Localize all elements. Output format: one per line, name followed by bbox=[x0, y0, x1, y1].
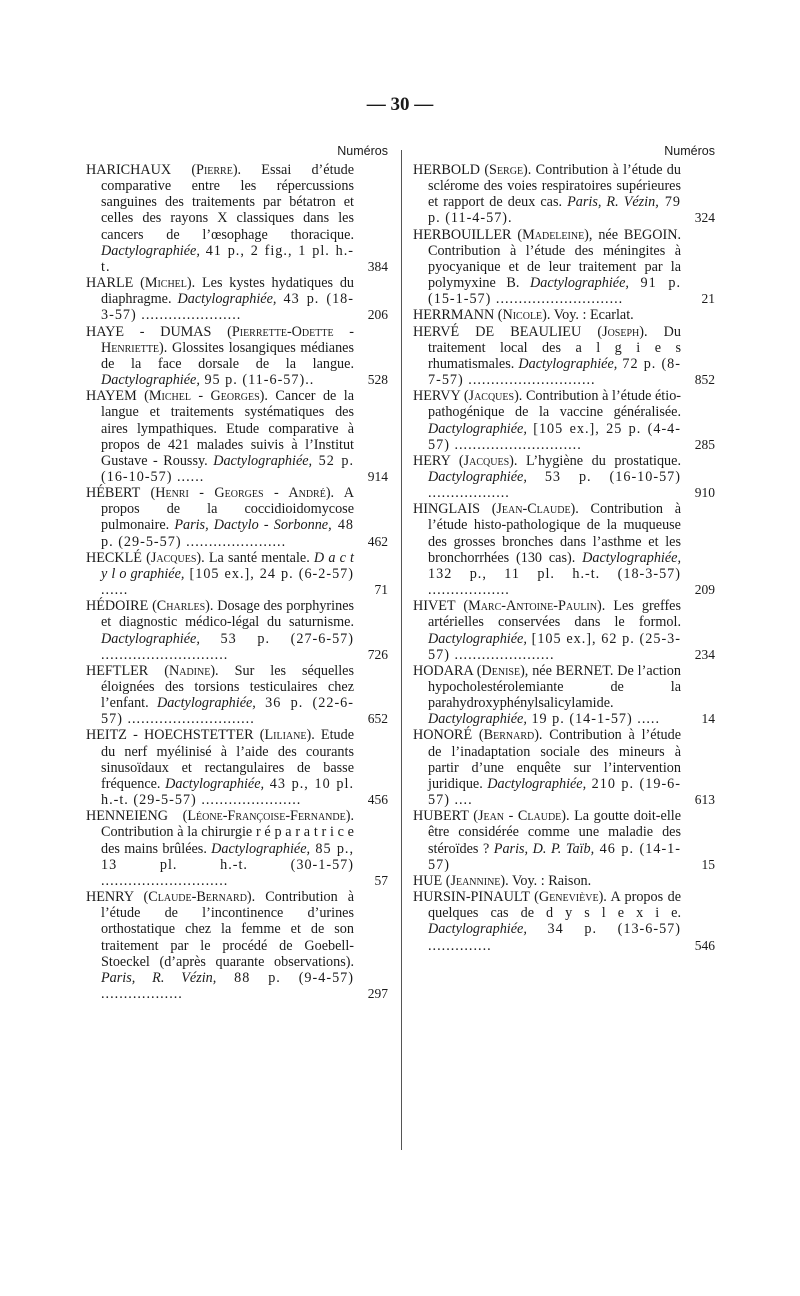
author-name: HEITZ - HOECHSTETTER bbox=[86, 727, 254, 744]
publication: Dactylographiée, bbox=[518, 355, 618, 372]
entry-text bbox=[413, 727, 715, 808]
entry-title: Cancer de la langue et traitements systématiques des aires lympathiques. Etude comparative à propos de 421 malades suivis à l’Institut Gustave - Roussy. bbox=[101, 388, 354, 469]
publication: Dactylographiée, bbox=[428, 420, 527, 437]
entry-number: 297 bbox=[367, 985, 388, 1001]
author-forename: (Henri - Georges - André). bbox=[150, 485, 335, 502]
entry-number: 914 bbox=[367, 468, 388, 484]
entry-details: 19 p. (14-1-57) ..... bbox=[526, 711, 661, 728]
entry-details: [105 ex.], 25 p. (4-4-57) ............................ bbox=[428, 420, 681, 453]
author-forename: (Léone-Françoise-Fernande). bbox=[182, 808, 354, 825]
bibliography-entry bbox=[86, 388, 388, 485]
entry-number: 910 bbox=[694, 485, 715, 501]
author-name: HARLE bbox=[86, 275, 134, 292]
left-column bbox=[86, 142, 388, 1002]
entry-text bbox=[413, 162, 715, 227]
entry-details: 36 p. (22-6-57) ............................ bbox=[101, 695, 354, 728]
publication: Dactylographiée, bbox=[428, 630, 527, 647]
entry-title: Contribution à l’étude étio-pathogénique de la vaccine généralisée. bbox=[428, 388, 682, 421]
bibliography-entry bbox=[413, 453, 715, 501]
entry-details: 210 p. (19-6-57) .... bbox=[428, 775, 681, 809]
entry-title: A propos de la coccidioidomycose pulmonaire. bbox=[101, 485, 354, 534]
bibliography-entry bbox=[86, 162, 388, 275]
page-number: — 30 — bbox=[366, 94, 434, 115]
author-forename: (Nicole). bbox=[497, 307, 551, 324]
bibliography-entry bbox=[413, 388, 715, 453]
author-name: HIVET bbox=[413, 598, 456, 615]
entry-number: 852 bbox=[694, 372, 715, 388]
entry-title: Contribution à l’étude histo-pathologique de la muqueuse des grosses bronches dans l’asthme et les bronchorrhées (130 cas). bbox=[428, 501, 681, 566]
author-forename: (Michel). bbox=[140, 275, 196, 292]
column-header: Numéros bbox=[337, 144, 388, 158]
author-forename: (Liliane). bbox=[259, 727, 315, 744]
entry-title: Etude du nerf myélinisé à l’aide des courants sinusoïdaux et rectangulaires de basse fréquence. bbox=[101, 727, 355, 792]
entry-title: Les greffes artérielles conservées dans le formol. bbox=[428, 598, 681, 631]
author-forename: (Marc-Antoine-Paulin). bbox=[463, 598, 606, 615]
bibliography-entry bbox=[413, 324, 715, 389]
author-forename: (Jacques). bbox=[463, 388, 523, 405]
publication: Dactylographiée, bbox=[530, 275, 629, 292]
author-forename: (Jean-Claude). bbox=[491, 501, 579, 518]
entry-number: 285 bbox=[694, 436, 715, 452]
author-forename: (Pierrette-Odette - Henriette). bbox=[101, 323, 354, 356]
entry-details: 88 p. (9-4-57) .................. bbox=[101, 969, 354, 1002]
column-header: Numéros bbox=[664, 144, 715, 158]
entry-text bbox=[413, 324, 715, 389]
entry-details: [105 ex.], 62 p. (25-3-57) ...................... bbox=[428, 630, 681, 663]
entry-title: Voy. : Raison. bbox=[508, 872, 592, 889]
entry-number: 324 bbox=[694, 210, 715, 226]
author-forename: (Jacques). bbox=[146, 549, 205, 566]
author-name: HÉDOIRE bbox=[86, 598, 149, 615]
bibliography-entry bbox=[413, 307, 715, 323]
bibliography-entry bbox=[86, 727, 388, 808]
publication: Dactylographiée, bbox=[101, 630, 200, 647]
entry-number: 546 bbox=[694, 937, 715, 953]
entry-title: Essai d’étude comparative entre les répercussions sanguines des traitements par bétatron et celles des rayons X classiques dans les cancers de l’œsophage thoracique. bbox=[101, 162, 354, 243]
entry-title: Les kystes hydatiques du diaphragme. bbox=[101, 275, 355, 308]
entry-number: 14 bbox=[701, 711, 715, 727]
entry-details: 46 p. (14-1-57) bbox=[428, 840, 681, 873]
bibliography-entry bbox=[86, 550, 388, 598]
entry-text bbox=[413, 663, 715, 728]
entry-text bbox=[86, 162, 388, 275]
publication: Paris, R. Vézin, bbox=[567, 194, 659, 211]
bibliography-entry bbox=[413, 227, 715, 308]
entry-text bbox=[413, 227, 715, 308]
entry-number: 384 bbox=[367, 258, 388, 274]
entry-details: 53 p. (16-10-57) .................. bbox=[428, 468, 681, 502]
bibliography-entry bbox=[413, 501, 715, 598]
entry-title: La santé mentale. bbox=[204, 549, 314, 566]
entry-title: Voy. : Ecarlat. bbox=[550, 307, 634, 324]
publication: Dactylographiée, bbox=[165, 775, 265, 792]
publication: Dactylographiée, bbox=[487, 775, 587, 792]
entry-text bbox=[86, 808, 388, 889]
entry-title: née BEGOIN. Contribution à l’étude des méningites à pyocyanique et de leur traitement par la polymyxine B. bbox=[428, 226, 682, 292]
entry-number: 456 bbox=[367, 792, 388, 808]
entry-title: Dosage des porphyrines et diagnostic médico-légal du saturnisme. bbox=[101, 598, 355, 631]
entry-number: 21 bbox=[701, 291, 715, 307]
publication: Dactylographiée, bbox=[582, 549, 681, 566]
entry-details: 72 p. (8-7-57) ............................ bbox=[428, 355, 681, 389]
entry-text bbox=[413, 808, 715, 873]
entry-text bbox=[86, 388, 388, 485]
author-forename: (Bernard). bbox=[478, 727, 543, 744]
entry-title: Du traitement local des a l g i e s rhumatismales. bbox=[428, 323, 681, 372]
column-divider bbox=[401, 150, 402, 1150]
entry-text bbox=[86, 663, 388, 728]
entry-number: 206 bbox=[367, 307, 388, 323]
entry-number: 15 bbox=[701, 856, 715, 872]
bibliography-entry bbox=[413, 598, 715, 663]
bibliography-entry bbox=[413, 663, 715, 728]
author-forename: (Joseph). bbox=[597, 323, 648, 340]
bibliography-entry bbox=[86, 275, 388, 323]
author-name: HINGLAIS bbox=[413, 501, 480, 518]
publication: Dactylographiée, bbox=[211, 840, 311, 857]
entry-number: 652 bbox=[367, 711, 388, 727]
entry-text bbox=[86, 598, 388, 663]
bibliography-entry bbox=[86, 663, 388, 728]
entry-title: A propos de quelques cas de d y s l e x i e. bbox=[428, 889, 681, 922]
bibliography-entry bbox=[413, 808, 715, 873]
author-name: HEFTLER bbox=[86, 662, 149, 679]
author-name: HERVY bbox=[413, 388, 461, 405]
entry-number: 613 bbox=[694, 792, 715, 808]
entry-details: 79 p. (11-4-57). bbox=[428, 194, 682, 227]
entry-title: L’hygiène du prostatique. bbox=[517, 452, 681, 469]
publication: Paris, Dactylo - Sorbonne, bbox=[174, 517, 332, 534]
author-name: HUE bbox=[413, 872, 443, 889]
entry-details: 34 p. (13-6-57) .............. bbox=[428, 921, 681, 954]
entry-details: 95 p. (11-6-57).. bbox=[199, 372, 315, 389]
author-name: HONORÉ bbox=[413, 727, 473, 744]
publication: Dactylographiée, bbox=[428, 921, 527, 938]
author-forename: (Jeannine). bbox=[445, 872, 509, 889]
entry-details: 53 p. (27-6-57) ............................ bbox=[101, 630, 354, 663]
entry-text bbox=[86, 485, 388, 550]
publication: Dactylographiée, bbox=[156, 695, 256, 712]
entry-text bbox=[413, 873, 715, 889]
author-name: HÉBERT bbox=[86, 485, 141, 502]
publication: Paris, R. Vézin, bbox=[101, 969, 217, 986]
author-forename: (Geneviève). bbox=[534, 889, 607, 906]
entry-text bbox=[413, 453, 715, 501]
entry-text bbox=[413, 307, 715, 323]
right-column bbox=[413, 142, 715, 954]
author-name: HENRY bbox=[86, 889, 134, 906]
entry-text bbox=[86, 550, 388, 598]
author-name: HERY bbox=[413, 452, 451, 469]
entry-text bbox=[413, 501, 715, 598]
author-forename: (Denise), bbox=[476, 662, 529, 679]
author-forename: (Claude-Bernard). bbox=[143, 889, 256, 906]
bibliography-entry bbox=[86, 324, 388, 389]
entry-text bbox=[86, 889, 388, 1002]
entry-details: 85 p., 13 pl. h.-t. (30-1-57) ............................ bbox=[101, 840, 354, 889]
publication: Dactylographiée, bbox=[213, 452, 313, 469]
bibliography-entry bbox=[86, 598, 388, 663]
bibliography-entry bbox=[413, 873, 715, 889]
entry-details: 43 p. (18-3-57) ...................... bbox=[101, 291, 354, 324]
entry-text bbox=[86, 727, 388, 808]
entry-number: 71 bbox=[374, 582, 388, 598]
entry-details: 91 p. (15-1-57) ............................ bbox=[428, 275, 681, 308]
author-name: HODARA bbox=[413, 662, 473, 679]
author-forename: (Nadine). bbox=[164, 662, 219, 679]
bibliography-entry bbox=[86, 485, 388, 550]
author-name: HECKLÉ bbox=[86, 549, 142, 566]
publication: Dactylographiée, bbox=[101, 372, 200, 389]
entry-details: 43 p., 10 pl. h.-t. (29-5-57) ...................... bbox=[101, 775, 354, 809]
author-name: HERVÉ DE BEAULIEU bbox=[413, 323, 582, 340]
entry-number: 57 bbox=[374, 872, 388, 888]
entry-text bbox=[86, 324, 388, 389]
bibliography-entry bbox=[413, 727, 715, 808]
entry-title: Glossites losangiques médianes de la face dorsale de la langue. bbox=[101, 339, 354, 372]
author-forename: (Jacques). bbox=[458, 452, 518, 469]
entry-details: [105 ex.], 24 p. (6-2-57) ...... bbox=[101, 565, 354, 599]
author-forename: (Michel - Georges). bbox=[144, 388, 268, 405]
publication: Dactylographiée, bbox=[428, 468, 527, 485]
entry-title: Contribution à l’étude de l’inadaptation sociale des mineurs à partir d’une enquête sur l’intervention juridique. bbox=[428, 727, 681, 792]
publication: Dactylographiée, bbox=[101, 242, 200, 259]
author-forename: (Pierre). bbox=[191, 162, 242, 178]
entry-text bbox=[86, 275, 388, 323]
author-name: HERRMANN bbox=[413, 307, 495, 324]
author-name: HAYE - DUMAS bbox=[86, 323, 212, 340]
author-name: HERBOLD bbox=[413, 162, 480, 178]
bibliography-entry bbox=[86, 889, 388, 1002]
entry-number: 234 bbox=[694, 646, 715, 662]
author-name: HUBERT bbox=[413, 808, 469, 825]
entry-title: Contribution à l’étude du sclérome des voies respiratoires supérieures et rapport de deux cas. bbox=[428, 162, 681, 211]
publication: D a c t y l o graphiée, bbox=[101, 549, 354, 582]
author-forename: (Madeleine), bbox=[517, 226, 593, 243]
author-forename: (Charles). bbox=[152, 598, 214, 615]
author-forename: (Serge). bbox=[484, 162, 532, 178]
bibliography-entry bbox=[413, 162, 715, 227]
entry-details: 48 p. (29-5-57) ...................... bbox=[101, 517, 354, 550]
entry-number: 462 bbox=[367, 533, 388, 549]
entry-text bbox=[413, 388, 715, 453]
entry-number: 528 bbox=[367, 372, 388, 388]
entry-number: 726 bbox=[367, 646, 388, 662]
entry-text bbox=[413, 598, 715, 663]
entry-title: Contribution à l’étude de l’incontinence d’urines orthostatique chez la femme et de son traitement par le procédé de Goebell-Stoeckel (d’après quarante observations). bbox=[101, 889, 354, 970]
author-forename: (Jean - Claude). bbox=[473, 808, 570, 825]
entry-number: 209 bbox=[694, 582, 715, 598]
author-name: HERBOUILLER bbox=[413, 226, 512, 243]
entry-title: La goutte doit-elle être considérée comme une maladie des stéroïdes ? bbox=[428, 808, 682, 857]
publication: Paris, D. P. Taïb, bbox=[493, 840, 595, 857]
author-name: HENNEIENG bbox=[86, 808, 168, 825]
entry-details: 52 p. (16-10-57) ...... bbox=[101, 452, 354, 485]
bibliography-entry bbox=[413, 889, 715, 954]
bibliography-entry bbox=[86, 808, 388, 889]
publication: Dactylographiée, bbox=[428, 711, 527, 728]
author-name: HURSIN-PINAULT bbox=[413, 889, 530, 906]
author-name: HARICHAUX bbox=[86, 162, 172, 178]
entry-title: née BERNET. De l’action hypocholestérolemiante de la parahydroxyphénylsalicylamide. bbox=[428, 662, 681, 712]
entry-details: 41 p., 2 fig., 1 pl. h.-t. bbox=[101, 242, 354, 275]
entry-title: Contribution à la chirurgie r é p a r a t r i c e des mains brûlées. bbox=[101, 824, 354, 857]
author-name: HAYEM bbox=[86, 388, 137, 405]
entry-details: 132 p., 11 pl. h.-t. (18-3-57) .................. bbox=[428, 565, 681, 599]
publication: Dactylographiée, bbox=[177, 291, 277, 308]
entry-text bbox=[413, 889, 715, 954]
entry-title: Sur les séquelles éloignées des torsions testiculaires chez l’enfant. bbox=[101, 662, 355, 712]
